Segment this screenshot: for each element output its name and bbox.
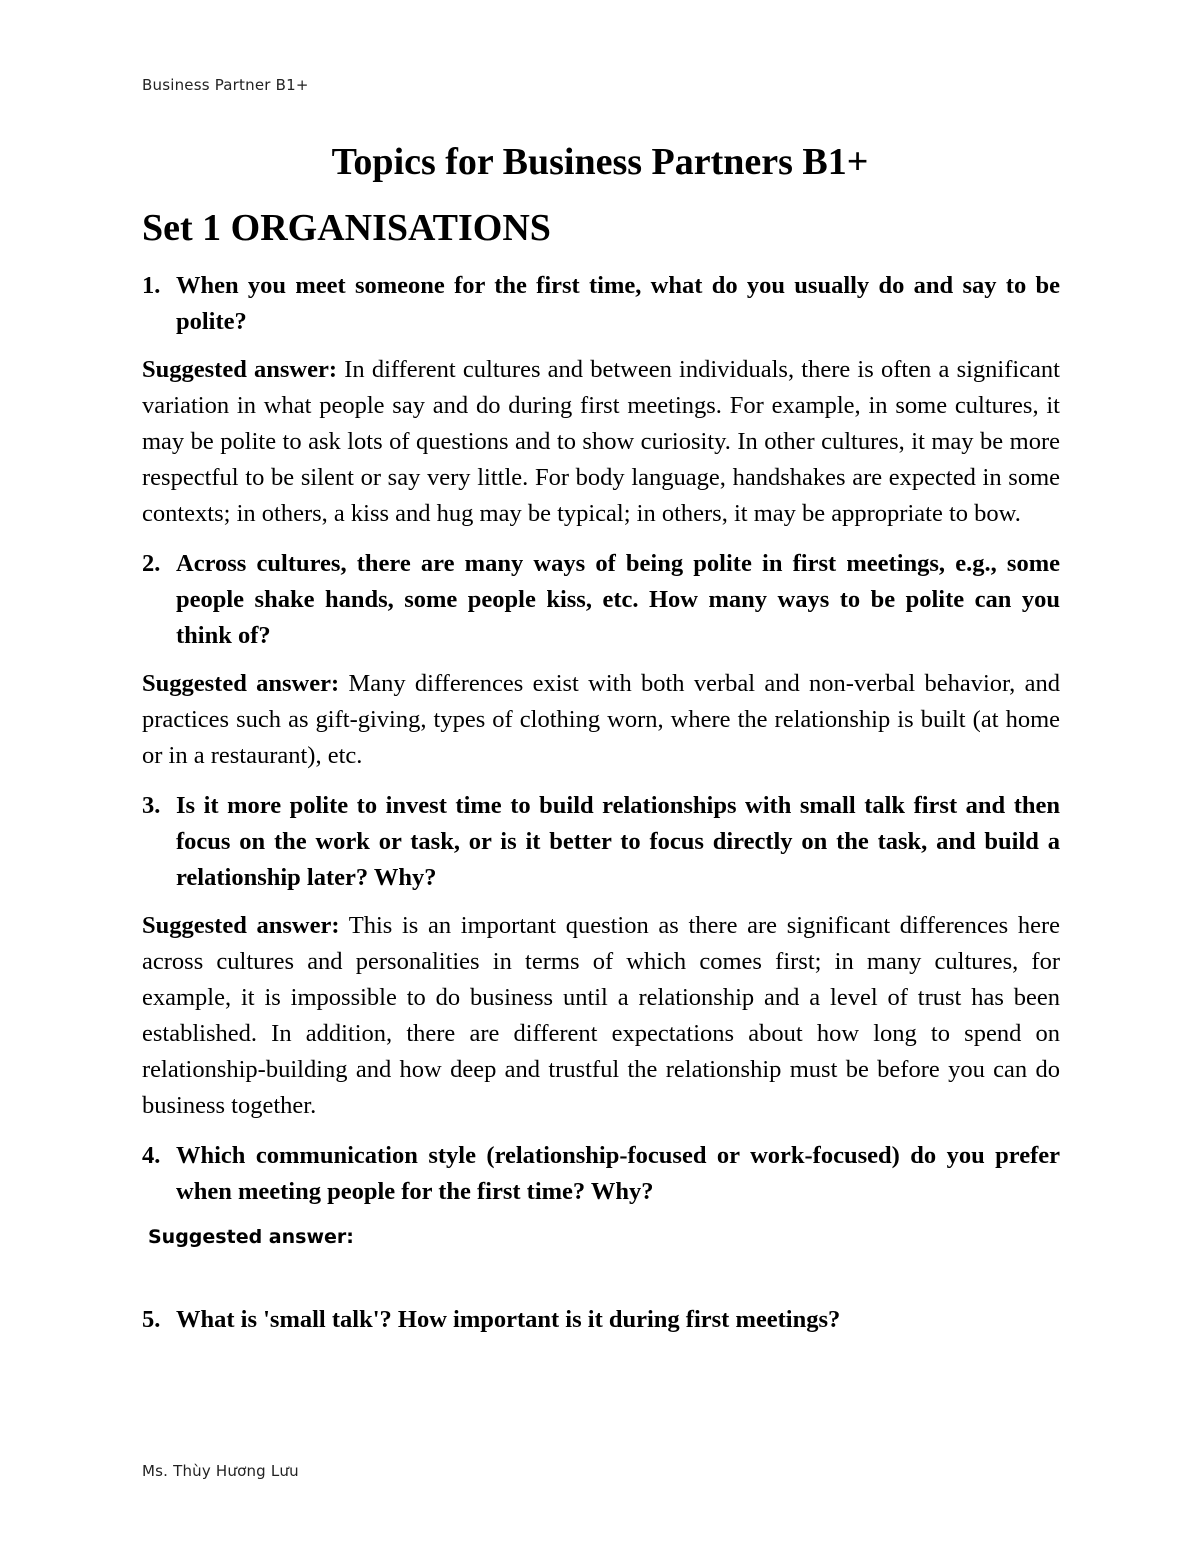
question-text: Which communication style (relationship-focused or work-focused) do you prefer when meeting people for the first time? Why? [176, 1142, 1060, 1205]
answer-text: In different cultures and between individuals, there is often a significant variation in what people say and do during first meetings. For example, in some cultures, it may be polite to ask lots of questions and to show curiosity. In other cultures, it may be more respectful to be silent or say very little. For body language, handshakes are expected in some contexts; in others, a kiss and hug may be typical; in others, it may be appropriate to bow. [142, 356, 1060, 527]
question-text: What is 'small talk'? How important is it during first meetings? [176, 1306, 841, 1333]
question-number: 1. [142, 272, 161, 299]
question-number: 4. [142, 1142, 161, 1169]
answer-label: Suggested answer: [142, 670, 340, 697]
answer-label: Suggested answer: [142, 912, 340, 939]
question-text: When you meet someone for the first time, what do you usually do and say to be polite? [176, 272, 1060, 335]
question-number: 3. [142, 792, 161, 819]
question-2 [142, 546, 1060, 654]
answer-label: Suggested answer: [142, 356, 338, 383]
page-footer: Ms. Thùy Hương Lưu [142, 1462, 299, 1480]
question-4 [142, 1138, 1060, 1210]
answer-2 [142, 666, 1060, 774]
document-title: Topics for Business Partners B1+ [331, 141, 869, 183]
question-number: 5. [142, 1306, 161, 1333]
question-text: Is it more polite to invest time to build relationships with small talk first and then focus on the work or task, or is it better to focus directly on the task, and build a relationship later? Why? [176, 792, 1060, 891]
answer-3 [142, 908, 1060, 1124]
question-3 [142, 788, 1060, 896]
answer-text: This is an important question as there are significant differences here across cultures and personalities in terms of which comes first; in many cultures, for example, it is impossible to do business until a relationship and a level of trust has been established. In addition, there are different expectations about how long to spend on relationship-building and how deep and trustful the relationship must be before you can do business together. [142, 912, 1060, 1119]
question-1 [142, 268, 1060, 340]
answer-1 [142, 352, 1060, 532]
question-text: Across cultures, there are many ways of being polite in first meetings, e.g., some people shake hands, some people kiss, etc. How many ways to be polite can you think of? [176, 550, 1060, 649]
document-body [142, 268, 1060, 1350]
section-heading: Set 1 ORGANISATIONS [142, 207, 551, 249]
page-header: Business Partner B1+ [142, 76, 309, 94]
answer-4-label: Suggested answer: [148, 1226, 354, 1248]
question-number: 2. [142, 550, 161, 577]
answer-text: Many differences exist with both verbal and non-verbal behavior, and practices such as gift-giving, types of clothing worn, where the relationship is built (at home or in a restaurant), etc. [142, 670, 1060, 769]
question-5 [142, 1302, 1060, 1338]
